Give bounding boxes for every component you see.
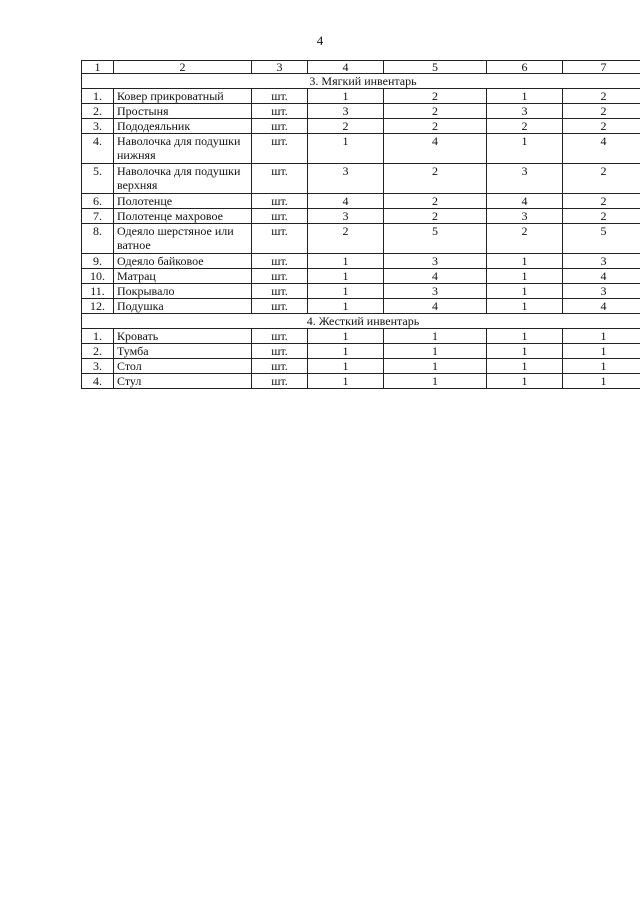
row-number-cell: 10. (82, 269, 114, 284)
unit-cell: шт. (252, 224, 308, 254)
item-name-cell: Полотенце махровое (114, 209, 252, 224)
value-cell: 2 (487, 119, 563, 134)
value-cell: 3 (487, 164, 563, 194)
row-number-cell: 3. (82, 119, 114, 134)
value-cell: 3 (563, 284, 640, 299)
value-cell: 1 (487, 299, 563, 314)
section-title: 3. Мягкий инвентарь (82, 74, 640, 89)
value-cell: 2 (384, 209, 487, 224)
row-number-cell: 3. (82, 359, 114, 374)
value-cell: 4 (563, 134, 640, 164)
value-cell: 5 (384, 224, 487, 254)
value-cell: 4 (384, 269, 487, 284)
row-number-cell: 7. (82, 209, 114, 224)
table-row (82, 164, 640, 194)
table-row (82, 269, 640, 284)
item-name-cell: Тумба (114, 344, 252, 359)
value-cell: 1 (487, 269, 563, 284)
table-row (82, 284, 640, 299)
table-row (82, 104, 640, 119)
table-row (82, 344, 640, 359)
value-cell: 2 (563, 89, 640, 104)
value-cell: 1 (308, 374, 384, 389)
section-header-row (82, 74, 640, 89)
value-cell: 3 (308, 164, 384, 194)
unit-cell: шт. (252, 299, 308, 314)
value-cell: 1 (308, 89, 384, 104)
row-number-cell: 12. (82, 299, 114, 314)
value-cell: 1 (563, 344, 640, 359)
column-number-cell: 6 (487, 61, 563, 74)
unit-cell: шт. (252, 374, 308, 389)
value-cell: 1 (384, 359, 487, 374)
value-cell: 2 (487, 224, 563, 254)
value-cell: 3 (563, 254, 640, 269)
unit-cell: шт. (252, 194, 308, 209)
value-cell: 4 (487, 194, 563, 209)
value-cell: 5 (563, 224, 640, 254)
unit-cell: шт. (252, 104, 308, 119)
section-header-row (82, 314, 640, 329)
unit-cell: шт. (252, 209, 308, 224)
value-cell: 4 (384, 299, 487, 314)
value-cell: 2 (384, 194, 487, 209)
value-cell: 3 (384, 254, 487, 269)
unit-cell: шт. (252, 119, 308, 134)
table-row (82, 374, 640, 389)
item-name-cell: Матрац (114, 269, 252, 284)
value-cell: 1 (384, 374, 487, 389)
value-cell: 1 (487, 359, 563, 374)
item-name-cell: Покрывало (114, 284, 252, 299)
unit-cell: шт. (252, 254, 308, 269)
table-row (82, 254, 640, 269)
value-cell: 3 (487, 209, 563, 224)
unit-cell: шт. (252, 89, 308, 104)
column-number-cell: 2 (114, 61, 252, 74)
row-number-cell: 1. (82, 329, 114, 344)
value-cell: 1 (308, 344, 384, 359)
table-row (82, 224, 640, 254)
column-number-cell: 5 (384, 61, 487, 74)
unit-cell: шт. (252, 164, 308, 194)
item-name-cell: Наволочка для подушки нижняя (114, 134, 252, 164)
row-number-cell: 5. (82, 164, 114, 194)
value-cell: 1 (384, 329, 487, 344)
item-name-cell: Простыня (114, 104, 252, 119)
value-cell: 3 (487, 104, 563, 119)
table-row (82, 299, 640, 314)
item-name-cell: Одеяло шерстяное или ватное (114, 224, 252, 254)
column-number-cell: 1 (82, 61, 114, 74)
table-row (82, 329, 640, 344)
row-number-cell: 4. (82, 134, 114, 164)
value-cell: 2 (563, 119, 640, 134)
column-number-cell: 3 (252, 61, 308, 74)
value-cell: 1 (308, 254, 384, 269)
inventory-table (81, 60, 640, 389)
value-cell: 1 (308, 284, 384, 299)
value-cell: 3 (384, 284, 487, 299)
value-cell: 2 (308, 224, 384, 254)
item-name-cell: Пододеяльник (114, 119, 252, 134)
value-cell: 1 (308, 329, 384, 344)
value-cell: 2 (563, 164, 640, 194)
value-cell: 2 (563, 104, 640, 119)
value-cell: 3 (308, 209, 384, 224)
row-number-cell: 6. (82, 194, 114, 209)
value-cell: 1 (308, 269, 384, 284)
unit-cell: шт. (252, 284, 308, 299)
column-number-row (82, 61, 640, 74)
item-name-cell: Полотенце (114, 194, 252, 209)
value-cell: 4 (563, 269, 640, 284)
table-row (82, 194, 640, 209)
row-number-cell: 9. (82, 254, 114, 269)
value-cell: 2 (563, 209, 640, 224)
table-row (82, 89, 640, 104)
value-cell: 1 (487, 344, 563, 359)
item-name-cell: Стул (114, 374, 252, 389)
value-cell: 2 (308, 119, 384, 134)
unit-cell: шт. (252, 269, 308, 284)
table-row (82, 119, 640, 134)
value-cell: 1 (308, 299, 384, 314)
unit-cell: шт. (252, 344, 308, 359)
table-row (82, 209, 640, 224)
item-name-cell: Подушка (114, 299, 252, 314)
row-number-cell: 4. (82, 374, 114, 389)
unit-cell: шт. (252, 134, 308, 164)
row-number-cell: 2. (82, 104, 114, 119)
row-number-cell: 1. (82, 89, 114, 104)
value-cell: 1 (487, 284, 563, 299)
page-number: 4 (316, 33, 324, 48)
value-cell: 1 (487, 254, 563, 269)
column-number-cell: 7 (563, 61, 640, 74)
row-number-cell: 11. (82, 284, 114, 299)
value-cell: 1 (487, 89, 563, 104)
unit-cell: шт. (252, 329, 308, 344)
inventory-table-body (82, 61, 640, 389)
value-cell: 1 (563, 374, 640, 389)
section-title: 4. Жесткий инвентарь (82, 314, 640, 329)
value-cell: 3 (308, 104, 384, 119)
item-name-cell: Одеяло байковое (114, 254, 252, 269)
value-cell: 2 (384, 119, 487, 134)
row-number-cell: 2. (82, 344, 114, 359)
value-cell: 1 (487, 329, 563, 344)
row-number-cell: 8. (82, 224, 114, 254)
item-name-cell: Кровать (114, 329, 252, 344)
unit-cell: шт. (252, 359, 308, 374)
value-cell: 1 (384, 344, 487, 359)
table-row (82, 359, 640, 374)
value-cell: 4 (308, 194, 384, 209)
table-row (82, 134, 640, 164)
column-number-cell: 4 (308, 61, 384, 74)
value-cell: 1 (563, 329, 640, 344)
value-cell: 1 (308, 359, 384, 374)
value-cell: 4 (384, 134, 487, 164)
item-name-cell: Ковер прикроватный (114, 89, 252, 104)
value-cell: 1 (487, 374, 563, 389)
value-cell: 4 (563, 299, 640, 314)
value-cell: 1 (487, 134, 563, 164)
value-cell: 2 (563, 194, 640, 209)
value-cell: 2 (384, 104, 487, 119)
value-cell: 1 (308, 134, 384, 164)
value-cell: 1 (563, 359, 640, 374)
item-name-cell: Наволочка для подушки верхняя (114, 164, 252, 194)
item-name-cell: Стол (114, 359, 252, 374)
value-cell: 2 (384, 89, 487, 104)
value-cell: 2 (384, 164, 487, 194)
